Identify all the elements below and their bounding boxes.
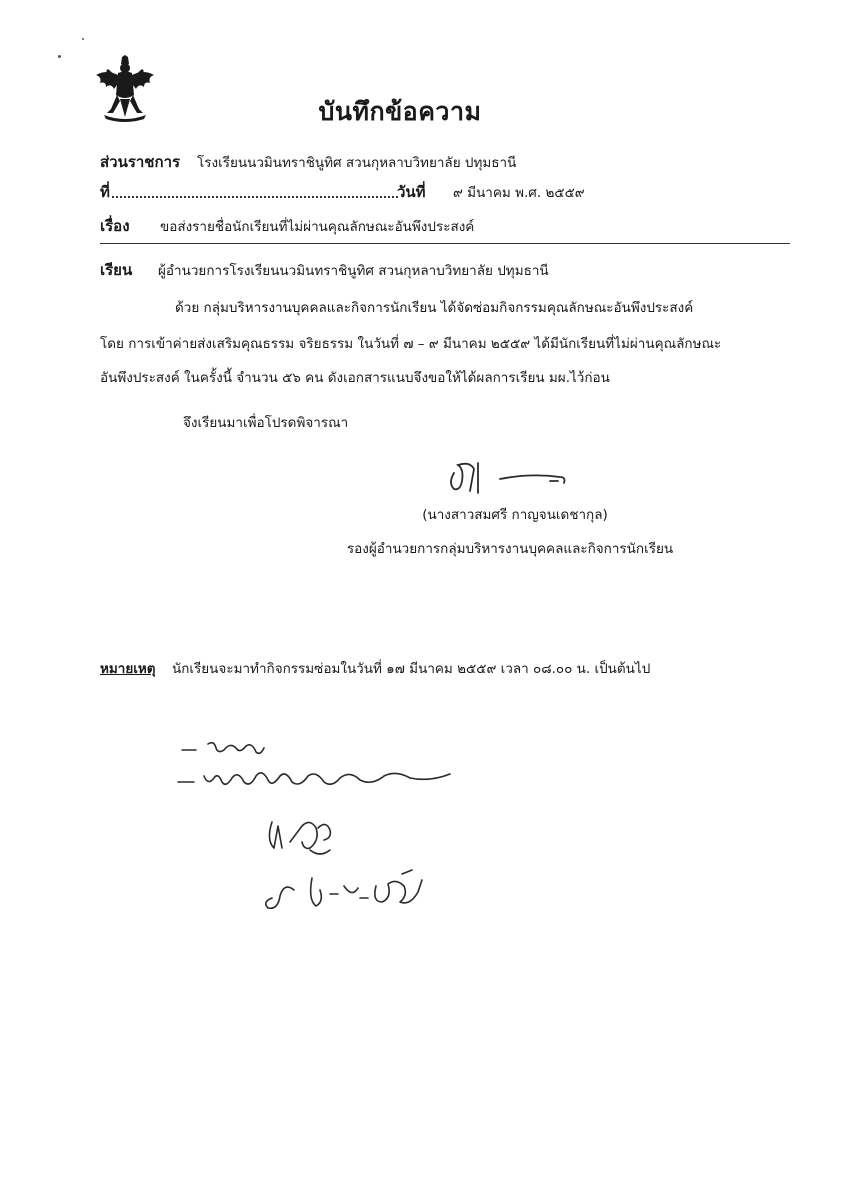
scan-speck bbox=[82, 38, 84, 40]
subject-label: เรื่อง bbox=[100, 217, 130, 235]
signatory-position: รองผู้อำนวยการกลุ่มบริหารงานบุคคลและกิจการนักเรียน bbox=[346, 541, 674, 557]
handwritten-signature bbox=[440, 455, 590, 500]
body-line-3: อันพึงประสงค์ ในครั้งนี้ จำนวน ๕๖ คน ดังเอกสารแนบจึงขอให้ได้ผลการเรียน มผ.ไว้ก่อน bbox=[100, 370, 610, 386]
handwritten-annotation bbox=[160, 730, 500, 930]
header-divider bbox=[100, 243, 790, 244]
body-line-2: โดย การเข้าค่ายส่งเสริมคุณธรรม จริยธรรม ในวันที่ ๗ – ๙ มีนาคม ๒๕๕๙ ได้มีนักเรียนที่ไม่ผ่านคุณลักษณะ bbox=[100, 336, 722, 352]
body-line-1: ด้วย กลุ่มบริหารงานบุคคลและกิจการนักเรียน ได้จัดซ่อมกิจกรรมคุณลักษณะอันพึงประสงค์ bbox=[175, 300, 694, 316]
scan-speck bbox=[58, 55, 61, 58]
note-label: หมายเหตุ bbox=[100, 661, 156, 677]
agency-value: โรงเรียนนวมินทราชินูทิศ สวนกุหลาบวิทยาลัย ปทุมธานี bbox=[197, 155, 517, 171]
addressee-label: เรียน bbox=[100, 261, 133, 279]
subject-value: ขอส่งรายชื่อนักเรียนที่ไม่ผ่านคุณลักษณะอันพึงประสงค์ bbox=[160, 219, 475, 235]
agency-label: ส่วนราชการ bbox=[100, 153, 181, 171]
garuda-emblem-icon bbox=[92, 55, 158, 123]
signatory-name: (นางสาวสมศรี กาญจนเดชากุล) bbox=[422, 507, 608, 523]
ref-number-blank bbox=[112, 186, 398, 198]
ref-label: ที่ bbox=[100, 183, 110, 201]
addressee-value: ผู้อำนวยการโรงเรียนนวมินทราชินูทิศ สวนกุหลาบวิทยาลัย ปทุมธานี bbox=[158, 263, 549, 279]
date-label: วันที่ bbox=[397, 183, 426, 201]
date-value: ๙ มีนาคม พ.ศ. ๒๕๕๙ bbox=[453, 185, 585, 201]
closing-line: จึงเรียนมาเพื่อโปรดพิจารณา bbox=[183, 415, 349, 431]
document-title: บันทึกข้อความ bbox=[318, 97, 482, 126]
note-text: นักเรียนจะมาทำกิจกรรมซ่อมในวันที่ ๑๗ มีนาคม ๒๕๕๙ เวลา ๐๘.๐๐ น. เป็นต้นไป bbox=[172, 661, 651, 677]
